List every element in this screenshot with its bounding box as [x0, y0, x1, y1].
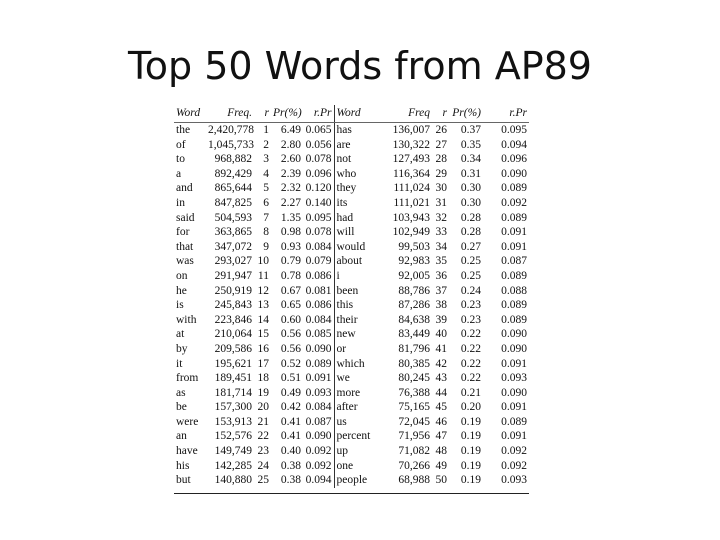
cell-prob-left: 0.49 [280, 386, 301, 399]
cell-word-left: he [176, 284, 187, 297]
cell-word-left: be [176, 401, 187, 414]
cell-rank-right: 41 [435, 342, 447, 355]
cell-word-left: the [176, 124, 191, 136]
cell-word-left: for [176, 226, 190, 239]
cell-prob-left: 2.39 [280, 167, 301, 180]
cell-word-right: or [336, 342, 347, 355]
cell-prob-left: 0.78 [280, 269, 301, 282]
cell-rank-left: 14 [257, 313, 269, 326]
cell-freq-right: 111,021 [393, 196, 430, 209]
table-row [174, 298, 529, 313]
cell-freq-left: 347,072 [214, 240, 252, 253]
cell-rpr-left: 0.084 [303, 400, 334, 415]
cell-rpr-right: 0.089 [501, 299, 527, 312]
cell-prob-left: 0.67 [280, 284, 301, 297]
cell-freq-right: 127,493 [392, 153, 430, 166]
cell-rpr-left: 0.087 [303, 415, 334, 430]
cell-word-right: percent [336, 430, 371, 443]
cell-rpr-left: 0.096 [303, 167, 334, 182]
cell-freq-left: 157,300 [214, 401, 252, 414]
cell-rpr-left: 0.078 [303, 225, 334, 240]
table-row [174, 444, 529, 459]
cell-word-right: i [336, 269, 340, 282]
cell-freq-left: 363,865 [214, 226, 252, 239]
cell-rank-left: 8 [263, 226, 269, 239]
cell-word-right: us [336, 415, 347, 428]
cell-rank-right: 40 [435, 328, 447, 341]
cell-rank-left: 22 [257, 430, 269, 443]
cell-rpr-left: 0.095 [303, 211, 334, 226]
table-row [174, 181, 529, 196]
cell-rpr-right: 0.091 [501, 226, 527, 239]
cell-word-left: from [176, 372, 199, 385]
cell-rank-right: 45 [435, 401, 447, 414]
cell-rank-left: 13 [257, 299, 269, 312]
cell-rpr-right: 0.089 [501, 269, 527, 282]
cell-word-right: are [336, 138, 351, 151]
cell-freq-right: 92,005 [398, 269, 430, 282]
cell-prob-right: 0.30 [460, 182, 481, 195]
cell-freq-left: 504,593 [214, 211, 252, 224]
cell-freq-left: 291,947 [214, 269, 252, 282]
header-freq-right: Freq [384, 105, 432, 123]
cell-freq-left: 1,045,733 [208, 138, 254, 151]
table-row [174, 473, 529, 488]
cell-rpr-left: 0.140 [303, 196, 334, 211]
cell-word-right: will [336, 226, 355, 239]
cell-word-left: on [176, 269, 188, 282]
cell-prob-left: 2.27 [280, 196, 301, 209]
cell-rank-right: 30 [435, 182, 447, 195]
cell-rpr-right: 0.090 [501, 328, 527, 341]
cell-rank-right: 38 [435, 299, 447, 312]
cell-prob-right: 0.34 [460, 153, 481, 166]
cell-rpr-left: 0.086 [303, 298, 334, 313]
cell-rank-right: 50 [435, 474, 447, 487]
cell-prob-left: 0.41 [280, 415, 301, 428]
cell-prob-right: 0.28 [460, 211, 481, 224]
table-row [174, 415, 529, 430]
table-row [174, 313, 529, 328]
cell-prob-left: 0.56 [280, 328, 301, 341]
cell-rpr-left: 0.084 [303, 240, 334, 255]
cell-freq-right: 75,165 [398, 401, 430, 414]
cell-freq-right: 72,045 [398, 415, 430, 428]
cell-freq-right: 99,503 [398, 240, 430, 253]
cell-rpr-left: 0.065 [303, 123, 334, 138]
cell-rpr-right: 0.091 [501, 401, 527, 414]
table-row [174, 357, 529, 372]
cell-rank-left: 15 [257, 328, 269, 341]
cell-freq-right: 83,449 [398, 328, 430, 341]
cell-prob-left: 0.65 [280, 299, 301, 312]
cell-rank-left: 21 [257, 415, 269, 428]
header-prob-left: Pr(%) [271, 105, 303, 123]
cell-rpr-right: 0.087 [501, 255, 527, 268]
cell-rpr-left: 0.092 [303, 459, 334, 474]
header-word-right: Word [334, 105, 384, 123]
cell-rpr-right: 0.090 [501, 386, 527, 399]
table-row [174, 138, 529, 153]
header-rpr-right: r.Pr [483, 105, 529, 123]
cell-freq-left: 865,644 [214, 182, 252, 195]
cell-rpr-right: 0.093 [501, 372, 527, 385]
cell-word-left: and [176, 182, 193, 195]
cell-rank-left: 18 [257, 372, 269, 385]
table-body [174, 123, 529, 488]
cell-prob-left: 0.38 [280, 474, 301, 487]
cell-prob-right: 0.23 [460, 299, 481, 312]
cell-freq-left: 152,576 [214, 430, 252, 443]
table-row [174, 196, 529, 211]
cell-rank-left: 19 [257, 386, 269, 399]
cell-prob-right: 0.19 [460, 430, 481, 443]
cell-freq-left: 181,714 [214, 386, 252, 399]
word-frequency-table-container [174, 105, 529, 494]
cell-freq-left: 189,451 [214, 372, 252, 385]
cell-prob-left: 0.38 [280, 459, 301, 472]
cell-rpr-left: 0.056 [303, 138, 334, 153]
cell-word-left: but [176, 474, 191, 487]
cell-prob-right: 0.24 [460, 284, 481, 297]
word-frequency-table [174, 105, 529, 488]
table-row [174, 284, 529, 299]
table-row [174, 342, 529, 357]
cell-rpr-left: 0.078 [303, 152, 334, 167]
cell-rank-right: 35 [435, 255, 447, 268]
cell-freq-right: 102,949 [392, 226, 430, 239]
cell-word-left: said [176, 211, 195, 224]
cell-freq-right: 88,786 [398, 284, 430, 297]
cell-freq-left: 149,749 [214, 445, 252, 458]
cell-freq-left: 195,621 [214, 357, 252, 370]
cell-rank-left: 16 [257, 342, 269, 355]
cell-freq-left: 2,420,778 [208, 124, 254, 136]
table-row [174, 225, 529, 240]
cell-rank-right: 34 [435, 240, 447, 253]
cell-rank-left: 9 [263, 240, 269, 253]
cell-rpr-right: 0.092 [501, 459, 527, 472]
table-row [174, 386, 529, 401]
cell-word-right: not [336, 153, 352, 166]
cell-rank-right: 48 [435, 445, 447, 458]
cell-prob-right: 0.21 [460, 386, 481, 399]
cell-freq-right: 136,007 [392, 124, 430, 136]
cell-rank-left: 2 [263, 138, 269, 151]
cell-word-left: it [176, 357, 183, 370]
table-row [174, 167, 529, 182]
cell-rank-left: 6 [263, 196, 269, 209]
header-rank-left: r [254, 105, 271, 123]
cell-rank-right: 49 [435, 459, 447, 472]
cell-rank-right: 28 [435, 153, 447, 166]
cell-rpr-right: 0.090 [501, 342, 527, 355]
cell-prob-right: 0.22 [460, 328, 481, 341]
cell-rpr-left: 0.084 [303, 313, 334, 328]
cell-word-left: an [176, 430, 187, 443]
cell-prob-right: 0.22 [460, 342, 481, 355]
cell-prob-right: 0.25 [460, 255, 481, 268]
cell-rank-right: 46 [435, 415, 447, 428]
cell-rank-right: 47 [435, 430, 447, 443]
cell-word-left: a [176, 167, 182, 180]
cell-rank-right: 31 [435, 196, 447, 209]
cell-rank-right: 26 [435, 124, 447, 136]
cell-rpr-right: 0.093 [501, 474, 527, 487]
cell-word-right: they [336, 182, 357, 195]
cell-prob-right: 0.25 [460, 269, 481, 282]
cell-rank-left: 11 [257, 269, 269, 282]
cell-rank-left: 23 [257, 445, 269, 458]
cell-prob-right: 0.19 [460, 474, 481, 487]
cell-word-left: his [176, 459, 190, 472]
cell-prob-right: 0.31 [460, 167, 481, 180]
cell-prob-right: 0.19 [460, 459, 481, 472]
cell-freq-right: 130,322 [392, 138, 430, 151]
cell-prob-right: 0.22 [460, 357, 481, 370]
cell-word-right: its [336, 196, 348, 209]
cell-word-right: been [336, 284, 359, 297]
table-row [174, 123, 529, 138]
cell-word-right: about [336, 255, 363, 268]
cell-rpr-left: 0.089 [303, 357, 334, 372]
cell-word-left: to [176, 153, 185, 166]
cell-freq-left: 968,882 [214, 153, 252, 166]
cell-freq-right: 92,983 [398, 255, 430, 268]
cell-prob-left: 0.41 [280, 430, 301, 443]
cell-word-right: we [336, 372, 350, 385]
cell-prob-left: 2.60 [280, 153, 301, 166]
cell-rpr-left: 0.085 [303, 327, 334, 342]
cell-rank-right: 32 [435, 211, 447, 224]
cell-word-right: this [336, 299, 354, 312]
cell-freq-right: 80,245 [398, 372, 430, 385]
cell-rank-left: 20 [257, 401, 269, 414]
cell-freq-right: 71,956 [398, 430, 430, 443]
cell-rpr-left: 0.079 [303, 254, 334, 269]
cell-word-left: by [176, 342, 188, 355]
cell-word-left: is [176, 299, 184, 312]
cell-prob-right: 0.19 [460, 445, 481, 458]
cell-rpr-right: 0.089 [501, 313, 527, 326]
cell-word-right: people [336, 474, 368, 487]
cell-prob-left: 0.98 [280, 226, 301, 239]
cell-rpr-right: 0.091 [501, 357, 527, 370]
header-freq-left: Freq. [206, 105, 254, 123]
cell-rank-right: 37 [435, 284, 447, 297]
cell-freq-left: 140,880 [214, 474, 252, 487]
cell-rank-left: 25 [257, 474, 269, 487]
header-rank-right: r [432, 105, 449, 123]
cell-word-right: had [336, 211, 354, 224]
cell-prob-right: 0.30 [460, 196, 481, 209]
cell-rpr-left: 0.091 [303, 371, 334, 386]
cell-rpr-right: 0.089 [501, 182, 527, 195]
cell-rpr-right: 0.091 [501, 430, 527, 443]
cell-freq-left: 245,843 [214, 299, 252, 312]
cell-rank-left: 24 [257, 459, 269, 472]
cell-word-left: in [176, 196, 185, 209]
cell-rpr-left: 0.090 [303, 429, 334, 444]
cell-freq-right: 84,638 [398, 313, 430, 326]
cell-rpr-right: 0.091 [501, 240, 527, 253]
slide-title: Top 50 Words from AP89 [128, 44, 592, 88]
cell-freq-right: 71,082 [398, 445, 430, 458]
cell-word-left: at [176, 328, 185, 341]
cell-prob-left: 0.40 [280, 445, 301, 458]
cell-freq-right: 81,796 [398, 342, 430, 355]
cell-freq-left: 223,846 [214, 313, 252, 326]
cell-rank-right: 44 [435, 386, 447, 399]
cell-freq-right: 76,388 [398, 386, 430, 399]
cell-rank-left: 5 [263, 182, 269, 195]
cell-rank-left: 4 [263, 167, 269, 180]
cell-rpr-left: 0.086 [303, 269, 334, 284]
table-row [174, 429, 529, 444]
cell-prob-right: 0.28 [460, 226, 481, 239]
cell-freq-left: 892,429 [214, 167, 252, 180]
cell-rank-left: 3 [263, 153, 269, 166]
cell-prob-left: 0.51 [280, 372, 301, 385]
cell-rank-right: 42 [435, 357, 447, 370]
cell-freq-right: 70,266 [398, 459, 430, 472]
table-row [174, 371, 529, 386]
cell-rpr-right: 0.094 [501, 138, 527, 151]
header-prob-right: Pr(%) [449, 105, 483, 123]
table-row [174, 400, 529, 415]
cell-word-right: which [336, 357, 365, 370]
cell-prob-left: 0.60 [280, 313, 301, 326]
table-header-row [174, 105, 529, 123]
table-row [174, 269, 529, 284]
cell-prob-right: 0.20 [460, 401, 481, 414]
cell-freq-left: 250,919 [214, 284, 252, 297]
cell-prob-left: 6.49 [280, 124, 301, 136]
cell-freq-right: 80,385 [398, 357, 430, 370]
cell-prob-right: 0.19 [460, 415, 481, 428]
cell-rpr-left: 0.093 [303, 386, 334, 401]
cell-rpr-left: 0.090 [303, 342, 334, 357]
cell-word-right: has [336, 124, 352, 136]
cell-rank-right: 29 [435, 167, 447, 180]
cell-rank-right: 43 [435, 372, 447, 385]
cell-freq-right: 116,364 [393, 167, 430, 180]
cell-prob-right: 0.23 [460, 313, 481, 326]
cell-word-left: was [176, 255, 194, 268]
cell-rpr-left: 0.092 [303, 444, 334, 459]
cell-rank-left: 10 [257, 255, 269, 268]
cell-word-right: would [336, 240, 366, 253]
cell-word-left: as [176, 386, 186, 399]
cell-word-right: who [336, 167, 357, 180]
cell-freq-left: 210,064 [214, 328, 252, 341]
cell-word-left: of [176, 138, 186, 151]
cell-prob-left: 0.42 [280, 401, 301, 414]
cell-word-right: after [336, 401, 358, 414]
cell-prob-left: 2.32 [280, 182, 301, 195]
cell-word-left: with [176, 313, 197, 326]
cell-word-right: one [336, 459, 354, 472]
table-row [174, 240, 529, 255]
cell-rank-left: 7 [263, 211, 269, 224]
cell-prob-left: 2.80 [280, 138, 301, 151]
cell-freq-left: 847,825 [214, 196, 252, 209]
cell-rank-left: 12 [257, 284, 269, 297]
cell-freq-right: 87,286 [398, 299, 430, 312]
cell-rank-right: 36 [435, 269, 447, 282]
cell-rank-right: 39 [435, 313, 447, 326]
cell-prob-left: 0.56 [280, 342, 301, 355]
table-row [174, 152, 529, 167]
cell-prob-left: 0.52 [280, 357, 301, 370]
cell-prob-right: 0.27 [460, 240, 481, 253]
cell-prob-left: 1.35 [280, 211, 301, 224]
cell-word-left: have [176, 445, 198, 458]
cell-freq-right: 68,988 [398, 474, 430, 487]
cell-prob-right: 0.35 [460, 138, 481, 151]
cell-word-right: up [336, 445, 348, 458]
cell-rpr-right: 0.096 [501, 153, 527, 166]
cell-rpr-right: 0.095 [501, 124, 527, 136]
table-row [174, 327, 529, 342]
cell-freq-right: 111,024 [393, 182, 430, 195]
cell-word-left: that [176, 240, 194, 253]
cell-prob-right: 0.37 [460, 124, 481, 136]
cell-rank-right: 27 [435, 138, 447, 151]
cell-rpr-left: 0.081 [303, 284, 334, 299]
cell-rpr-right: 0.092 [501, 445, 527, 458]
header-rpr-left: r.Pr [303, 105, 334, 123]
cell-freq-left: 142,285 [214, 459, 252, 472]
cell-prob-left: 0.79 [280, 255, 301, 268]
header-word-left: Word [174, 105, 206, 123]
cell-freq-left: 209,586 [214, 342, 252, 355]
cell-rpr-right: 0.089 [501, 415, 527, 428]
cell-word-left: were [176, 415, 199, 428]
cell-rank-left: 17 [257, 357, 269, 370]
cell-rpr-right: 0.092 [501, 196, 527, 209]
cell-rank-left: 1 [263, 124, 269, 136]
table-row [174, 254, 529, 269]
cell-rpr-left: 0.120 [303, 181, 334, 196]
cell-rpr-right: 0.088 [501, 284, 527, 297]
table-row [174, 211, 529, 226]
cell-freq-left: 293,027 [214, 255, 252, 268]
cell-rpr-left: 0.094 [303, 473, 334, 488]
cell-prob-left: 0.93 [280, 240, 301, 253]
cell-prob-right: 0.22 [460, 372, 481, 385]
table-row [174, 459, 529, 474]
cell-rpr-right: 0.090 [501, 167, 527, 180]
cell-rpr-right: 0.089 [501, 211, 527, 224]
cell-word-right: more [336, 386, 361, 399]
cell-rank-right: 33 [435, 226, 447, 239]
cell-freq-left: 153,913 [214, 415, 252, 428]
cell-freq-right: 103,943 [392, 211, 430, 224]
cell-word-right: their [336, 313, 358, 326]
cell-word-right: new [336, 328, 356, 341]
